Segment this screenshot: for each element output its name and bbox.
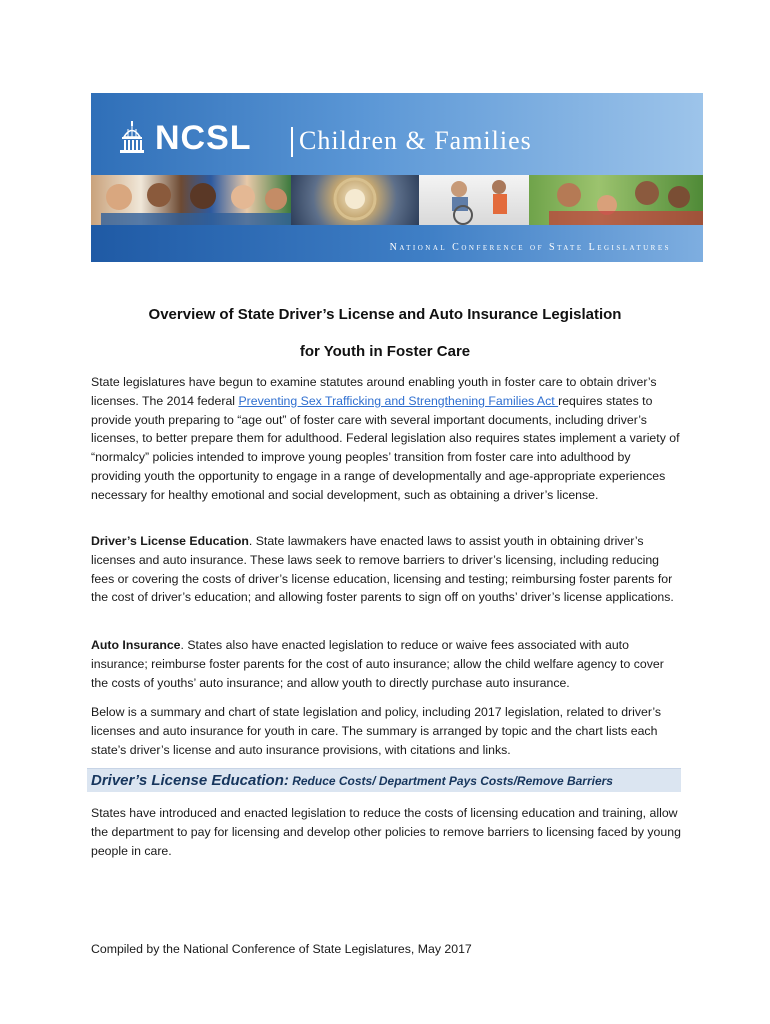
page-footer: Compiled by the National Conference of State Legislatures, May 2017: [91, 942, 472, 956]
intro-paragraph: [91, 373, 681, 505]
ncsl-logo-text: NCSL: [155, 119, 252, 157]
federal-act-link[interactable]: Preventing Sex Trafficking and Strengthening Families Act: [238, 393, 559, 408]
photo-teens: [91, 175, 291, 225]
drivers-ed-heading: Driver’s License Education: [91, 534, 249, 548]
drivers-ed-paragraph: [91, 532, 681, 607]
banner-footer: [91, 225, 703, 262]
photo-wheelchair: [419, 175, 529, 225]
intro-text-before-link: State legislatures have begun to examine statutes around enabling youth in foster care to obtain driver’s licenses. The 2014 federal: [91, 375, 657, 408]
document-title-line1: Overview of State Driver’s License and Auto Insurance Legislation: [148, 306, 622, 323]
section-heading: Driver’s License Education:: [91, 772, 289, 789]
section-body-paragraph: States have introduced and enacted legislation to reduce the costs of licensing education and training, allow the department to pay for licensing and develop other policies to remove barriers to licensing faced by young people in care.: [91, 806, 681, 858]
ncsl-banner: [91, 93, 703, 262]
drivers-ed-body: . State lawmakers have enacted laws to assist youth in obtaining driver’s licenses and auto insurance. These laws seek to remove barriers to driver’s licensing, including reducing fees or covering the costs of driver’s license education, licensing and testing; reimbursing foster parents for the cost of driver’s education; and allowing foster parents to sign off on youths’ driver’s license applications.: [91, 534, 674, 605]
photo-family: [529, 175, 703, 225]
banner-photo-strip: [91, 175, 703, 225]
document-title-line2: for Youth in Foster Care: [299, 343, 471, 360]
section-subheading: Reduce Costs/ Department Pays Costs/Remove Barriers: [288, 774, 613, 788]
banner-program-title: Children & Families: [299, 126, 532, 155]
auto-insurance-body: . States also have enacted legislation to reduce or waive fees associated with auto insurance; reimburse foster parents for the cost of auto insurance; allow the child welfare agency to cover the costs of youths’ auto insurance; and allow youth to directly purchase auto insurance.: [91, 638, 664, 690]
banner-divider: [291, 127, 293, 157]
banner-header: [91, 93, 703, 175]
summary-paragraph: Below is a summary and chart of state legislation and policy, including 2017 legislation, related to driver’s licenses and auto insurance for youth in care. The summary is arranged by topic and the chart lists each state’s driver’s license and auto insurance provisions, with citations and links.: [91, 705, 662, 757]
photo-rotunda: [291, 175, 419, 225]
auto-insurance-paragraph: [91, 636, 681, 692]
banner-org-full-name: National Conference of State Legislatures: [389, 242, 671, 253]
section-heading-bar: [87, 768, 681, 792]
intro-text-after-link: requires states to provide youth preparing to “age out” of foster care with several important documents, including driver’s licenses, to better prepare them for adulthood. Federal legislation also requires states implement a variety of “normalcy” policies intended to improve young peoples’ transition from foster care into adulthood by providing youth the opportunity to engage in a range of developmentally and age-appropriate experiences necessary for healthy emotional and social development, such as obtaining a driver’s license.: [91, 393, 680, 502]
capitol-dome-icon: [117, 121, 147, 155]
auto-insurance-heading: Auto Insurance: [91, 638, 181, 652]
